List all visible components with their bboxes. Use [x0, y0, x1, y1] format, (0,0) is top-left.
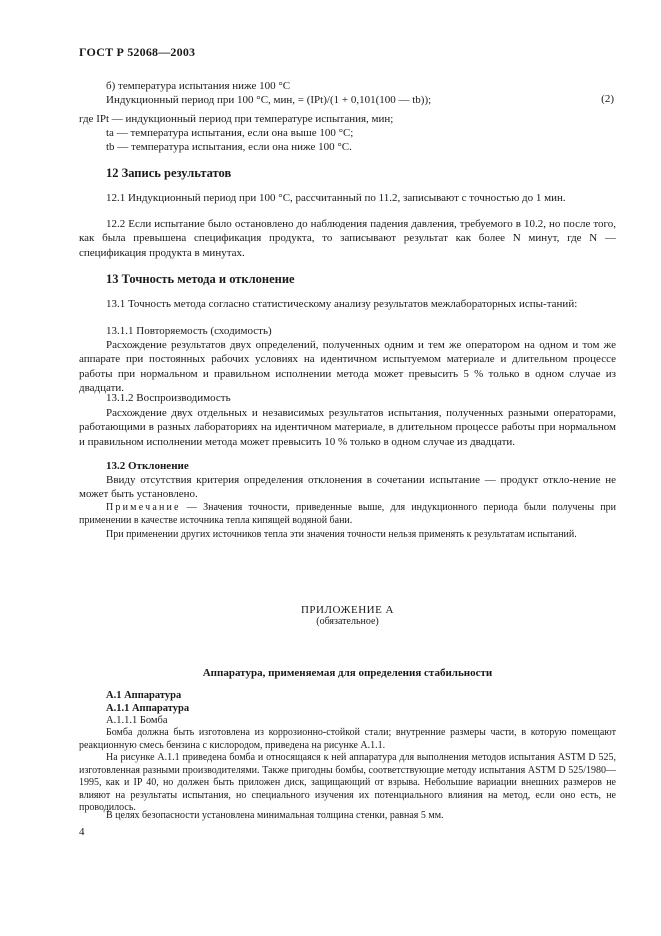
appendix-title: ПРИЛОЖЕНИЕ А [300, 604, 394, 616]
appendix-a1: А.1 Аппаратура [106, 690, 182, 701]
para-13-1-1-text: Расхождение результатов двух определений, полученных одним и тем же оператором на одном и том же аппарате при постоянных рабочих условиях на идентичном испытуемом материале и длительном процессе работы при нормальном и правильном исполнении метода может превысить 5 % только в одном случае из двадцати. [79, 339, 616, 394]
para-13-1-2-text: Расхождение двух отдельных и независимых результатов испытания, полученных разными операторами, работающими в разных лабораториях на идентичном материале, в длительном процессе работы при нормальном и правильном исполнении метода может превысить 10 % только в одном случае из двадцати. [79, 407, 616, 448]
equation-number: (2) [601, 93, 614, 105]
appendix-subtitle: (обязательное) [316, 616, 379, 627]
note-2: При применении других источников тепла эти значения точности нельзя применять к результатам испытаний. [106, 529, 577, 540]
appendix-para-3: В целях безопасности установлена минимальная толщина стенки, равная 5 мм. [106, 810, 444, 821]
appendix-a1-1: А.1.1 Аппаратура [106, 703, 190, 714]
note-label: Примечание [106, 502, 181, 513]
formula: Индукционный период при 100 °С, мин, = (IPt)/(1 + 0,101(100 — tb)); [106, 94, 432, 106]
para-13-2-title: 13.2 Отклонение [106, 460, 189, 472]
section-13-title: 13 Точность метода и отклонение [106, 272, 295, 286]
appendix-a1-1-1: А.1.1.1 Бомба [106, 715, 168, 726]
standard-id: ГОСТ Р 52068—2003 [79, 45, 196, 59]
case-b-text: б) температура испытания ниже 100 °С [106, 80, 291, 92]
appendix-heading: Аппаратура, применяемая для определения стабильности [202, 667, 493, 679]
appendix-para-1: Бомба должна быть изготовлена из коррозионно-стойкой стали; внутренние размеры части, в которую помещают реакционную смесь бензина с кислородом, приведена на рисунке А.1.1. [79, 727, 616, 751]
para-12-1: 12.1 Индукционный период при 100 °С, рассчитанный по 11.2, записывают с точностью до 1 мин. [106, 192, 566, 204]
section-12-title: 12 Запись результатов [106, 166, 232, 180]
para-13-1-1-title: 13.1.1 Повторяемость (сходимость) [106, 325, 272, 337]
para-12-2: 12.2 Если испытание было остановлено до наблюдения падения давления, требуемого в 10.2, но после того, как была превышена спецификация продукта, то записывают результат как более N минут, где N — спецификация продукта в минутах. [79, 218, 616, 259]
para-13-1: 13.1 Точность метода согласно статистическому анализу результатов межлабораторных испы-таний: [106, 298, 578, 310]
page-number: 4 [79, 826, 85, 838]
note-text: — Значения точности, приведенные выше, для индукционного периода были получены при применении в качестве источника тепла кипящей водяной бани. [79, 502, 616, 526]
para-13-2-text: Ввиду отсутствия критерия определения отклонения в сочетании испытание — продукт откло-нение не может быть установлено. [79, 474, 616, 501]
where-line-2: ta — температура испытания, если она выше 100 °С; [106, 127, 354, 139]
para-13-1-2-title: 13.1.2 Воспроизводимость [106, 392, 231, 404]
where-line-1: где IPt — индукционный период при температуре испытания, мин; [79, 113, 394, 125]
appendix-para-2: На рисунке А.1.1 приведена бомба и относящаяся к ней аппаратура для выполнения методов испытания ASTM D 525, изготовленная разными производителями. Также пригодны бомбы, соответствующие методу испытания ASTM D 525/1980—1995, как и IP 40, но должен быть приложен диск, защищающий от взрыва. Небольшие вариации внешних размеров не влияют на результаты испытания, но специального изучения их потенциального влияния на метод, если оно есть, не проводилось. [79, 752, 616, 813]
note [79, 501, 616, 527]
where-line-3: tb — температура испытания, если она ниже 100 °С. [106, 141, 352, 153]
